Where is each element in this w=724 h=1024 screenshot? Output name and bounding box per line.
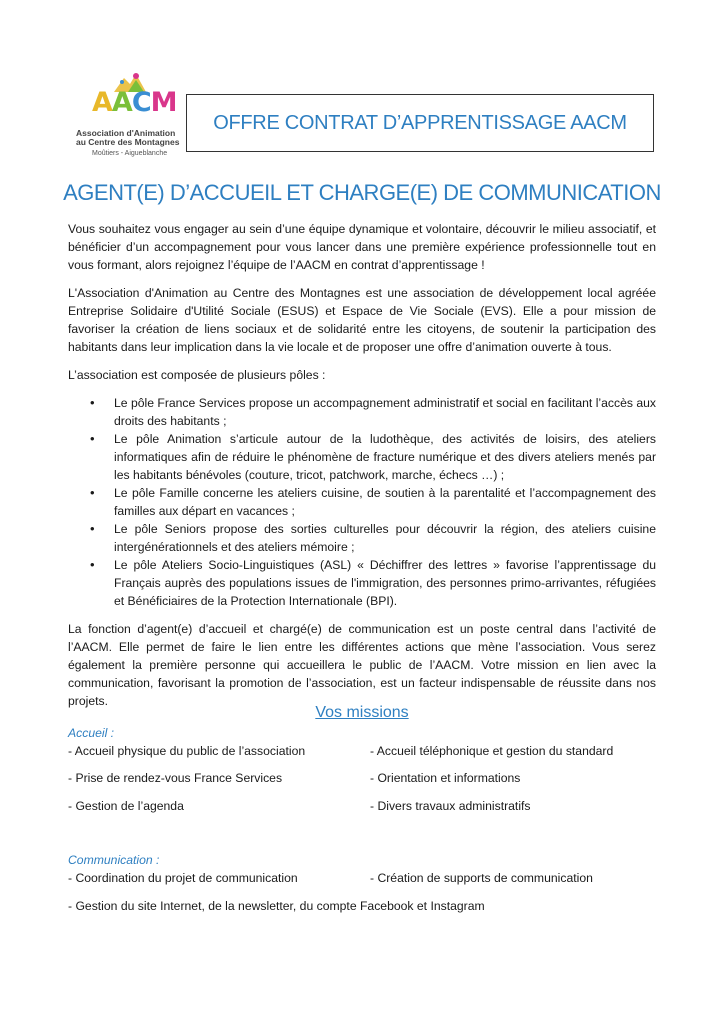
logo-location: Moûtiers - Aigueblanche <box>92 150 168 157</box>
logo-letter: M <box>150 87 177 118</box>
mission-item: - Divers travaux administratifs <box>370 799 531 813</box>
offer-title: OFFRE CONTRAT D’APPRENTISSAGE AACM <box>213 111 627 134</box>
logo-letter: A <box>92 87 112 118</box>
poles-intro: L’association est composée de plusieurs pôles : <box>68 368 326 382</box>
role-description: La fonction d’agent(e) d’accueil et chargé(e) de communication est un poste central dans l’activité de l’AACM. Elle permet de faire le lien entre les différentes actions que mène l’association. Vous serez également la première personne qui accueillera le public de l’AACM. Votre mission en lien avec la communication, favorisant la promotion de l’association, est un facteur indispensable de réussite dans nos projets. <box>68 622 656 708</box>
mission-item: - Gestion du site Internet, de la newsletter, du compte Facebook et Instagram <box>68 899 485 913</box>
list-item: • Le pôle Animation s’articule autour de la ludothèque, des activités de loisirs, des ateliers informatiques afin de réduire le phénomène de fracture numérique et des divers ateliers menés par les habitants bénévoles (couture, tricot, patchwork, marche, échecs …) ; <box>114 430 656 484</box>
communication-label: Communication : <box>68 853 160 867</box>
list-item: • Le pôle Famille concerne les ateliers cuisine, de soutien à la parentalité et l’accompagnement des familles aux départ en vacances ; <box>114 484 656 520</box>
logo-tagline-line1: Association d'Animation <box>76 128 176 138</box>
association-description: L'Association d'Animation au Centre des Montagnes est une association de développement local agréée Entreprise Solidaire d'Utilité Sociale (ESUS) et Espace de Vie Sociale (EVS). Elle a pour mission de favoriser la création de liens sociaux et de solidarité entre les citoyens, de soutenir la participation des habitants dans leur implication dans la vie locale et de proposer une offre d’animation ouverte à tous. <box>68 286 656 354</box>
offer-title-box <box>186 94 654 152</box>
mission-item: - Accueil téléphonique et gestion du standard <box>370 744 614 758</box>
logo-acronym <box>92 88 177 118</box>
missions-heading: Vos missions <box>315 704 409 721</box>
list-item: • Le pôle Ateliers Socio-Linguistiques (ASL) « Déchiffrer des lettres » favorise l’apprentissage du Français auprès des populations issues de l'immigration, des personnes primo-arrivantes, réfugiées et Bénéficiaires de la Protection Internationale (BPI). <box>114 556 656 610</box>
poles-list <box>68 394 656 610</box>
logo-tagline-line2: au Centre des Montagnes <box>76 137 180 147</box>
document-body <box>68 220 656 720</box>
job-title: AGENT(E) D’ACCUEIL ET CHARGE(E) DE COMMUNICATION <box>63 180 661 205</box>
mission-item: - Prise de rendez-vous France Services <box>68 771 283 785</box>
intro-paragraph: Vous souhaitez vous engager au sein d’une équipe dynamique et volontaire, découvrir le milieu associatif, et bénéficier d’un accompagnement pour vous lancer dans une première expérience professionnelle tout en vous formant, alors rejoignez l’équipe de l’AACM en contrat d’apprentissage ! <box>68 222 656 272</box>
mission-item: - Coordination du projet de communication <box>68 871 298 885</box>
mission-item: - Accueil physique du public de l’association <box>68 744 306 758</box>
mission-item: - Gestion de l’agenda <box>68 799 184 813</box>
aacm-logo <box>70 70 188 170</box>
logo-letter: C <box>131 87 151 118</box>
logo-letter: A <box>111 87 132 118</box>
mission-item: - Création de supports de communication <box>370 871 593 885</box>
list-item: • Le pôle Seniors propose des sorties culturelles pour découvrir la région, des ateliers cuisine intergénérationnels et des ateliers mémoire ; <box>114 520 656 556</box>
mission-item: - Orientation et informations <box>370 771 521 785</box>
accueil-label: Accueil : <box>68 726 115 740</box>
list-item: • Le pôle France Services propose un accompagnement administratif et social en facilitant l’accès aux droits des habitants ; <box>114 394 656 430</box>
